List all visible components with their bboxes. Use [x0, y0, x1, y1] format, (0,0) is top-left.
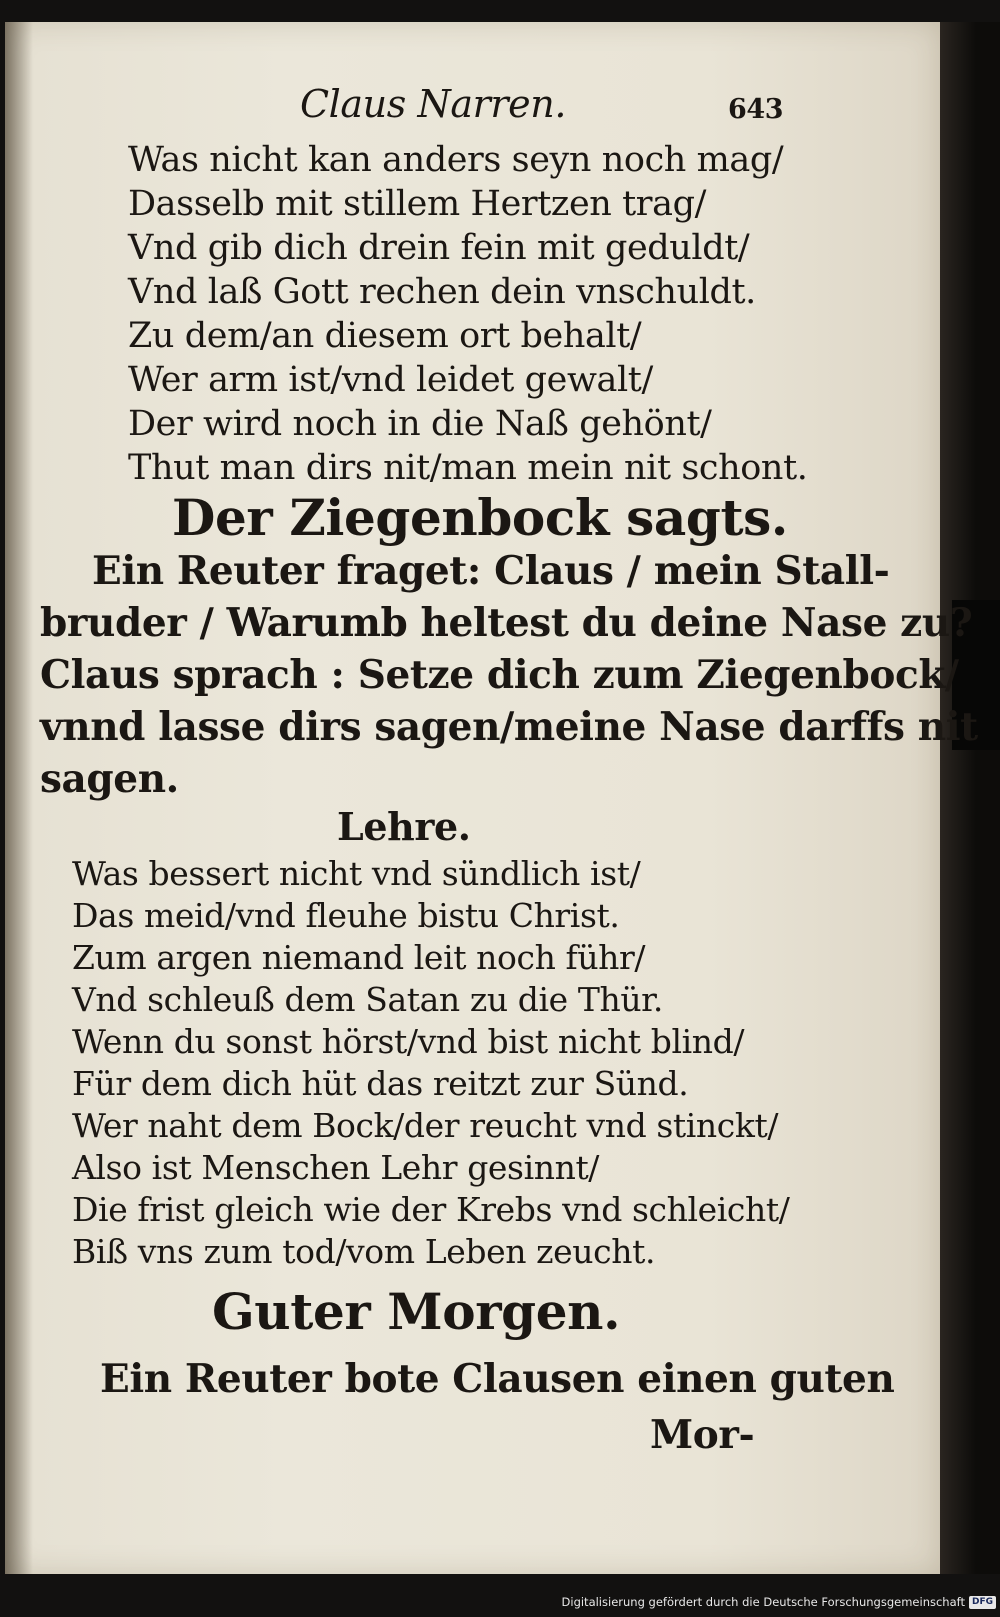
running-head: Claus Narren. — [300, 82, 567, 126]
verse-line: Die frist gleich wie der Krebs vnd schleicht/ — [72, 1190, 790, 1229]
verse-line: Wer arm ist/vnd leidet gewalt/ — [128, 360, 653, 400]
verse-line: Wenn du sonst hörst/vnd bist nicht blind/ — [72, 1022, 745, 1061]
prose-line: Ein Reuter bote Clausen einen guten — [100, 1356, 895, 1402]
verse-line: Der wird noch in die Naß gehönt/ — [128, 404, 712, 444]
digitization-credit — [562, 1595, 996, 1609]
verse-line: Wer naht dem Bock/der reucht vnd stinckt/ — [72, 1106, 779, 1145]
dfg-logo: DFG — [969, 1596, 996, 1609]
prose-line: Claus sprach : Setze dich zum Ziegenbock/ — [40, 652, 959, 698]
section-heading: Guter Morgen. — [212, 1282, 621, 1341]
verse-line: Also ist Menschen Lehr gesinnt/ — [72, 1148, 600, 1187]
prose-line: sagen. — [40, 756, 179, 802]
page-number: 643 — [728, 94, 784, 125]
catchword: Mor- — [650, 1412, 755, 1458]
verse-line: Vnd laß Gott rechen dein vnschuldt. — [128, 272, 756, 312]
prose-line: Ein Reuter fraget: Claus / mein Stall- — [92, 548, 890, 594]
verse-line: Vnd gib dich drein fein mit geduldt/ — [128, 228, 750, 268]
verse-line: Vnd schleuß dem Satan zu die Thür. — [72, 980, 664, 1019]
page-edge-shadow — [940, 22, 1000, 1574]
section-heading: Lehre. — [337, 804, 471, 849]
verse-line: Was nicht kan anders seyn noch mag/ — [128, 140, 784, 180]
section-heading: Der Ziegenbock sagts. — [172, 488, 788, 547]
verse-line: Biß vns zum tod/vom Leben zeucht. — [72, 1232, 656, 1271]
verse-line: Zum argen niemand leit noch führ/ — [72, 938, 646, 977]
verse-line: Dasselb mit stillem Hertzen trag/ — [128, 184, 707, 224]
credit-text: Digitalisierung gefördert durch die Deutsche Forschungsgemeinschaft — [561, 1595, 965, 1609]
prose-line: bruder / Warumb heltest du deine Nase zu? — [40, 600, 973, 646]
binding-shadow — [5, 22, 33, 1574]
verse-line: Zu dem/an diesem ort behalt/ — [128, 316, 642, 356]
prose-line: vnnd lasse dirs sagen/meine Nase darffs nit — [40, 704, 978, 750]
verse-line: Thut man dirs nit/man mein nit schont. — [128, 448, 808, 488]
verse-line: Für dem dich hüt das reitzt zur Sünd. — [72, 1064, 689, 1103]
verse-line: Das meid/vnd fleuhe bistu Christ. — [72, 896, 620, 935]
verse-line: Was bessert nicht vnd sündlich ist/ — [72, 854, 641, 893]
